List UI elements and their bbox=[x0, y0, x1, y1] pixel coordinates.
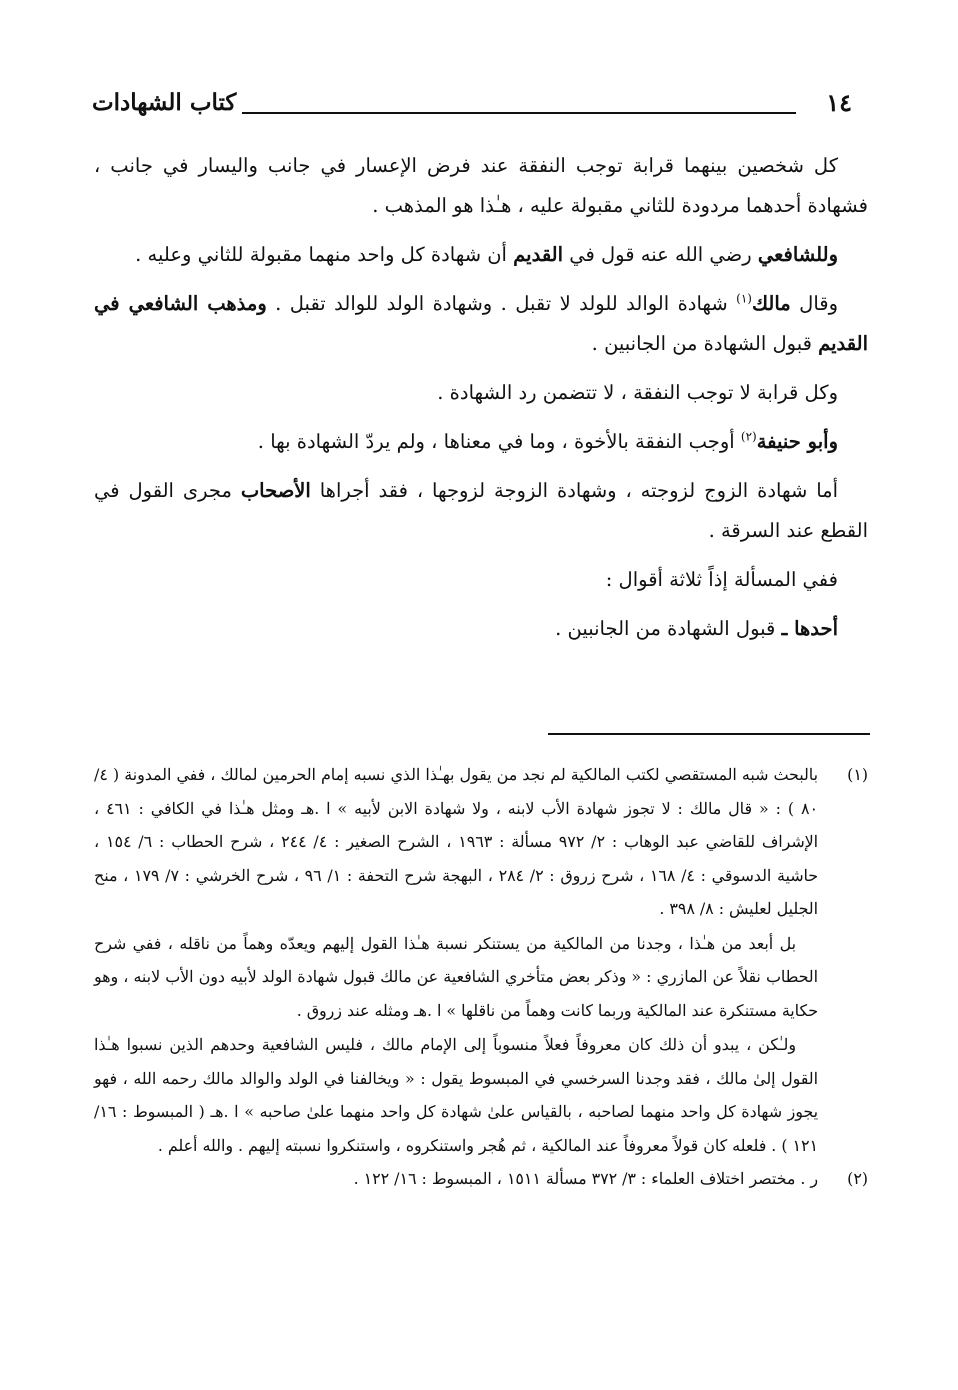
text-run: أوجب النفقة بالأخوة ، وما في معناها ، ولم يردّ الشهادة بها . bbox=[257, 430, 741, 453]
paragraph-1: كل شخصين بينهما قرابة توجب النفقة عند فرض الإعسار في جانب واليسار في جانب ، فشهادة أحدهما مردودة للثاني مقبولة عليه ، هـٰذا هو المذهب . bbox=[94, 154, 868, 217]
bold-term: ومذهب الشافعي في القديم bbox=[94, 292, 868, 355]
bold-term: وللشافعي bbox=[757, 243, 838, 266]
header-rule bbox=[242, 112, 796, 114]
footnote-ref-2: (٢) bbox=[740, 429, 757, 444]
page-header bbox=[92, 88, 852, 122]
footnote-text: ر . مختصر اختلاف العلماء : ٣/ ٣٧٢ مسألة ١٥١١ ، المبسوط : ١٦/ ١٢٢ . bbox=[353, 1169, 818, 1188]
bold-term: مالك bbox=[751, 292, 791, 315]
footnote-1 bbox=[94, 758, 868, 1162]
footnote-text: ولـٰكن ، يبدو أن ذلك كان معروفاً فعلاً منسوباً إلى الإمام مالك ، فليس الشافعية وحدهم الذين نسبوا هـٰذا القول إلىٰ مالك ، فقد وجدنا السرخسي في المبسوط يقول : « ويخالفنا في الولد والوالد مالك رحمه الله ، فهو يجوز شهادة كل واحد منهما لصاحبه ، بالقياس علىٰ شهادة كل واحد منهما علىٰ صاحبه » ا .هـ ( المبسوط : ١٦/ ١٢١ ) . فلعله كان قولاً معروفاً عند المالكية ، ثم هُجر واستنكروه ، واستنكروا نسبته إليهم . والله أعلم . bbox=[94, 1035, 818, 1155]
text-run: أما شهادة الزوج لزوجته ، وشهادة الزوجة لزوجها ، فقد أجراها bbox=[310, 479, 838, 502]
paragraph-6 bbox=[94, 471, 868, 551]
text-run: رضي الله عنه قول في bbox=[563, 243, 758, 266]
footnotes bbox=[94, 758, 868, 1196]
text-run: قبول الشهادة من الجانبين . bbox=[591, 332, 819, 355]
paragraph-4: وكل قرابة لا توجب النفقة ، لا تتضمن رد الشهادة . bbox=[437, 381, 838, 404]
footnote-mark: (٢) bbox=[847, 1169, 868, 1188]
main-text bbox=[94, 146, 868, 649]
bold-term: القديم bbox=[513, 243, 564, 266]
running-title: كتاب الشهادات bbox=[92, 89, 237, 116]
footnote-2 bbox=[94, 1162, 868, 1196]
text-run: قبول الشهادة من الجانبين . bbox=[555, 617, 782, 640]
bold-term: أحدها ـ bbox=[781, 617, 838, 640]
text-run: مجرى القول في القطع عند السرقة . bbox=[94, 479, 868, 542]
page-number: ١٤ bbox=[826, 88, 852, 117]
footnote-ref-1: (١) bbox=[736, 291, 752, 306]
footnote-mark: (١) bbox=[847, 765, 868, 784]
footnote-separator bbox=[548, 733, 870, 735]
bold-term: وأبو حنيفة bbox=[756, 430, 838, 453]
paragraph-2 bbox=[94, 235, 868, 275]
footnote-text: بل أبعد من هـٰذا ، وجدنا من المالكية من يستنكر نسبة هـٰذا القول إليهم ويعدّه وهماً من ناقله ، ففي شرح الحطاب نقلاً عن المازري : « وذكر بعض متأخري الشافعية عن مالك قبول شهادة الولد لأبيه دون الأب لابنه ، وهو حكاية مستنكرة عند المالكية وربما كانت وهماً من ناقلها » ا .هـ ومثله عند زروق . bbox=[94, 933, 818, 1020]
paragraph-7: ففي المسألة إذاً ثلاثة أقوال : bbox=[605, 568, 838, 591]
text-run: أن شهادة كل واحد منهما مقبولة للثاني وعليه . bbox=[135, 243, 514, 266]
paragraph-8 bbox=[94, 609, 868, 649]
text-run: شهادة الوالد للولد لا تقبل . وشهادة الولد للوالد تقبل . bbox=[266, 292, 737, 315]
paragraph-3 bbox=[94, 284, 868, 364]
paragraph-5 bbox=[94, 422, 868, 462]
footnote-text: بالبحث شبه المستقصي لكتب المالكية لم نجد من يقول بهـٰذا الذي نسبه إمام الحرمين لمالك ، ففي المدونة ( ٤/ ٨٠ ) : « قال مالك : لا تجوز شهادة الأب لابنه ، ولا شهادة الابن لأبيه » ا .هـ ومثل هـٰذا في الكافي : ٤٦١ ، الإشراف للقاضي عبد الوهاب : ٢/ ٩٧٢ مسألة : ١٩٦٣ ، الشرح الصغير : ٤/ ٢٤٤ ، شرح الحطاب : ٦/ ١٥٤ ، حاشية الدسوقي : ٤/ ١٦٨ ، شرح زروق : ٢/ ٢٨٤ ، البهجة شرح التحفة : ١/ ٩٦ ، شرح الخرشي : ٧/ ١٧٩ ، منح الجليل لعليش : ٨/ ٣٩٨ . bbox=[94, 765, 819, 918]
text-run: وقال bbox=[790, 292, 839, 315]
bold-term: الأصحاب bbox=[240, 479, 311, 502]
